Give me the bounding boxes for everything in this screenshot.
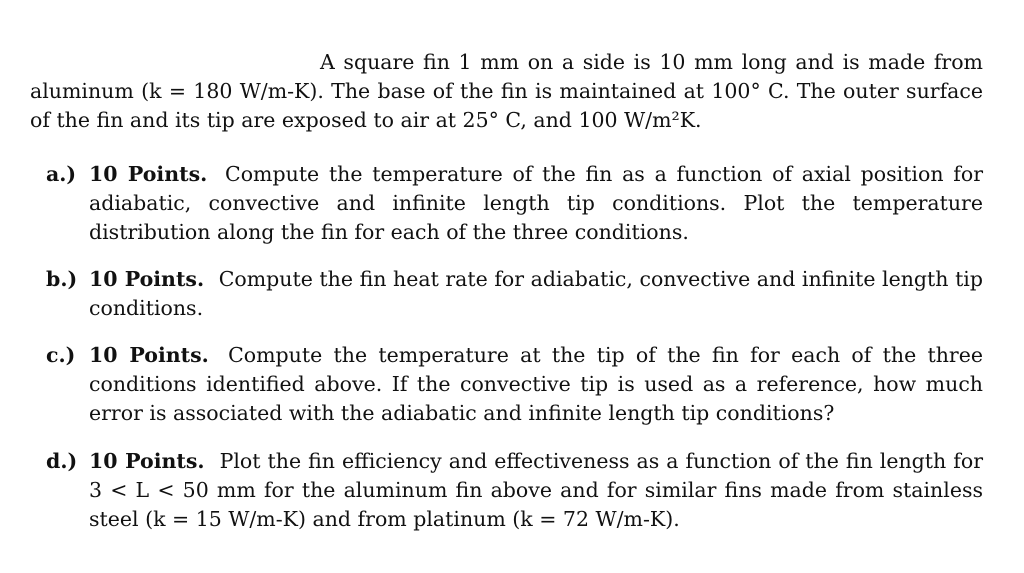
part-c-text: Compute the temperature at the tip of the fin for each of the three conditions identified above. If the convective tip is used as a reference, how much error is associated with the adiabatic and infinite length tip conditions? (89, 343, 983, 425)
part-a (46, 160, 983, 247)
part-d (46, 447, 983, 534)
part-d-points: 10 Points. (89, 449, 205, 473)
part-b-points: 10 Points. (89, 267, 205, 291)
part-b-label: b.) (46, 267, 78, 291)
problem-statement: A square fin 1 mm on a side is 10 mm long and is made from aluminum (k = 180 W/m-K). The base of the fin is maintained at 100° C. The outer surface of the fin and its tip are exposed to air at 25° C, and 100 W/m²K. (30, 50, 983, 132)
part-b-text: Compute the fin heat rate for adiabatic, convective and infinite length tip conditions. (89, 267, 983, 320)
part-b (46, 265, 983, 323)
part-c-points: 10 Points. (89, 343, 209, 367)
part-d-label: d.) (46, 449, 78, 473)
part-d-text: Plot the fin efficiency and effectiveness as a function of the fin length for 3 < L < 50 mm for the aluminum fin above and for similar fins made from stainless steel (k = 15 W/m-K) and from platinum (k = 72 W/m-K). (89, 449, 983, 531)
part-c-label: c.) (46, 343, 76, 367)
part-c (46, 341, 983, 428)
part-d-body (89, 447, 983, 534)
part-a-label: a.) (46, 162, 77, 186)
part-a-body (89, 160, 983, 247)
part-a-points: 10 Points. (89, 162, 208, 186)
part-a-text: Compute the temperature of the fin as a function of axial position for adiabatic, convective and infinite length tip conditions. Plot the temperature distribution along the fin for each of the three conditions. (89, 162, 983, 244)
part-c-body (89, 341, 983, 428)
part-b-body (89, 265, 983, 323)
